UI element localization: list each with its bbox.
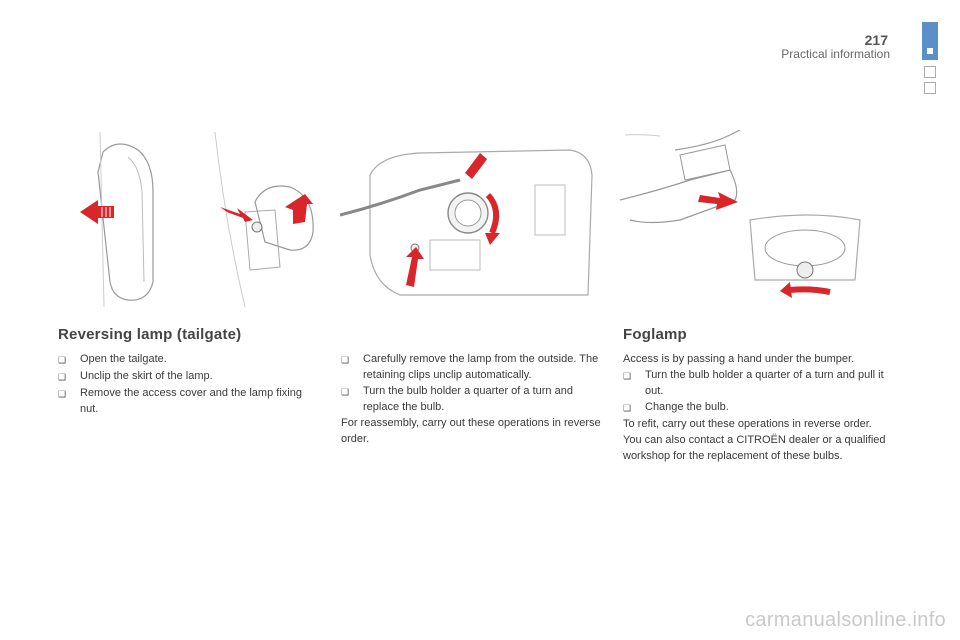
refit-note: To refit, carry out these operations in reverse order.: [623, 418, 872, 430]
illustration-foglamp: [620, 130, 880, 305]
section-tab-active: [922, 22, 938, 60]
arrow-left-bottom-icon: [780, 282, 830, 298]
illustration-bulb-holder: [340, 145, 600, 305]
step-item: ❑ Open the tailgate.: [58, 351, 308, 368]
foglamp-heading: Foglamp: [623, 326, 687, 343]
foglamp-intro: Access is by passing a hand under the bumper.: [623, 353, 855, 365]
middle-column-steps: [341, 351, 603, 447]
dealer-note: You can also contact a CITROËN dealer or a qualified workshop for the replacement of these bulbs.: [623, 434, 886, 462]
arrow-right-icon: [698, 192, 738, 210]
checkbox-bullet-icon: ❑: [58, 389, 67, 399]
foglamp-steps: [623, 351, 891, 464]
step-item: ❑ Turn the bulb holder a quarter of a turn and replace the bulb.: [341, 385, 573, 413]
page-number: 217: [864, 32, 888, 48]
step-item: ❑ Change the bulb.: [623, 399, 891, 416]
reversing-lamp-heading: Reversing lamp (tailgate): [58, 326, 242, 343]
section-title: Practical information: [781, 47, 890, 61]
step-item: ❑ Unclip the skirt of the lamp.: [58, 368, 308, 385]
checkbox-bullet-icon: ❑: [341, 355, 350, 365]
checkbox-bullet-icon: ❑: [58, 372, 67, 382]
checkbox-bullet-icon: ❑: [58, 355, 67, 365]
arrow-diagonal-icon: [220, 207, 253, 222]
section-tab-inactive-1: [924, 66, 936, 78]
checkbox-bullet-icon: ❑: [623, 403, 632, 413]
illustration-lamp-skirt: [58, 132, 178, 307]
step-item: ❑ Turn the bulb holder a quarter of a turn and pull it out.: [623, 369, 884, 397]
checkbox-bullet-icon: ❑: [623, 371, 632, 381]
reversing-lamp-steps: [58, 351, 308, 417]
illustration-access-cover: [205, 132, 325, 307]
step-item: ❑ Carefully remove the lamp from the outside. The retaining clips unclip automatically.: [341, 353, 599, 381]
reassembly-note: For reassembly, carry out these operations in reverse order.: [341, 417, 601, 445]
tab-dot: [927, 48, 933, 54]
watermark: carmanualsonline.info: [745, 609, 946, 631]
checkbox-bullet-icon: ❑: [341, 387, 350, 397]
step-item: ❑ Remove the access cover and the lamp fixing nut.: [58, 387, 302, 415]
section-tab-inactive-2: [924, 82, 936, 94]
